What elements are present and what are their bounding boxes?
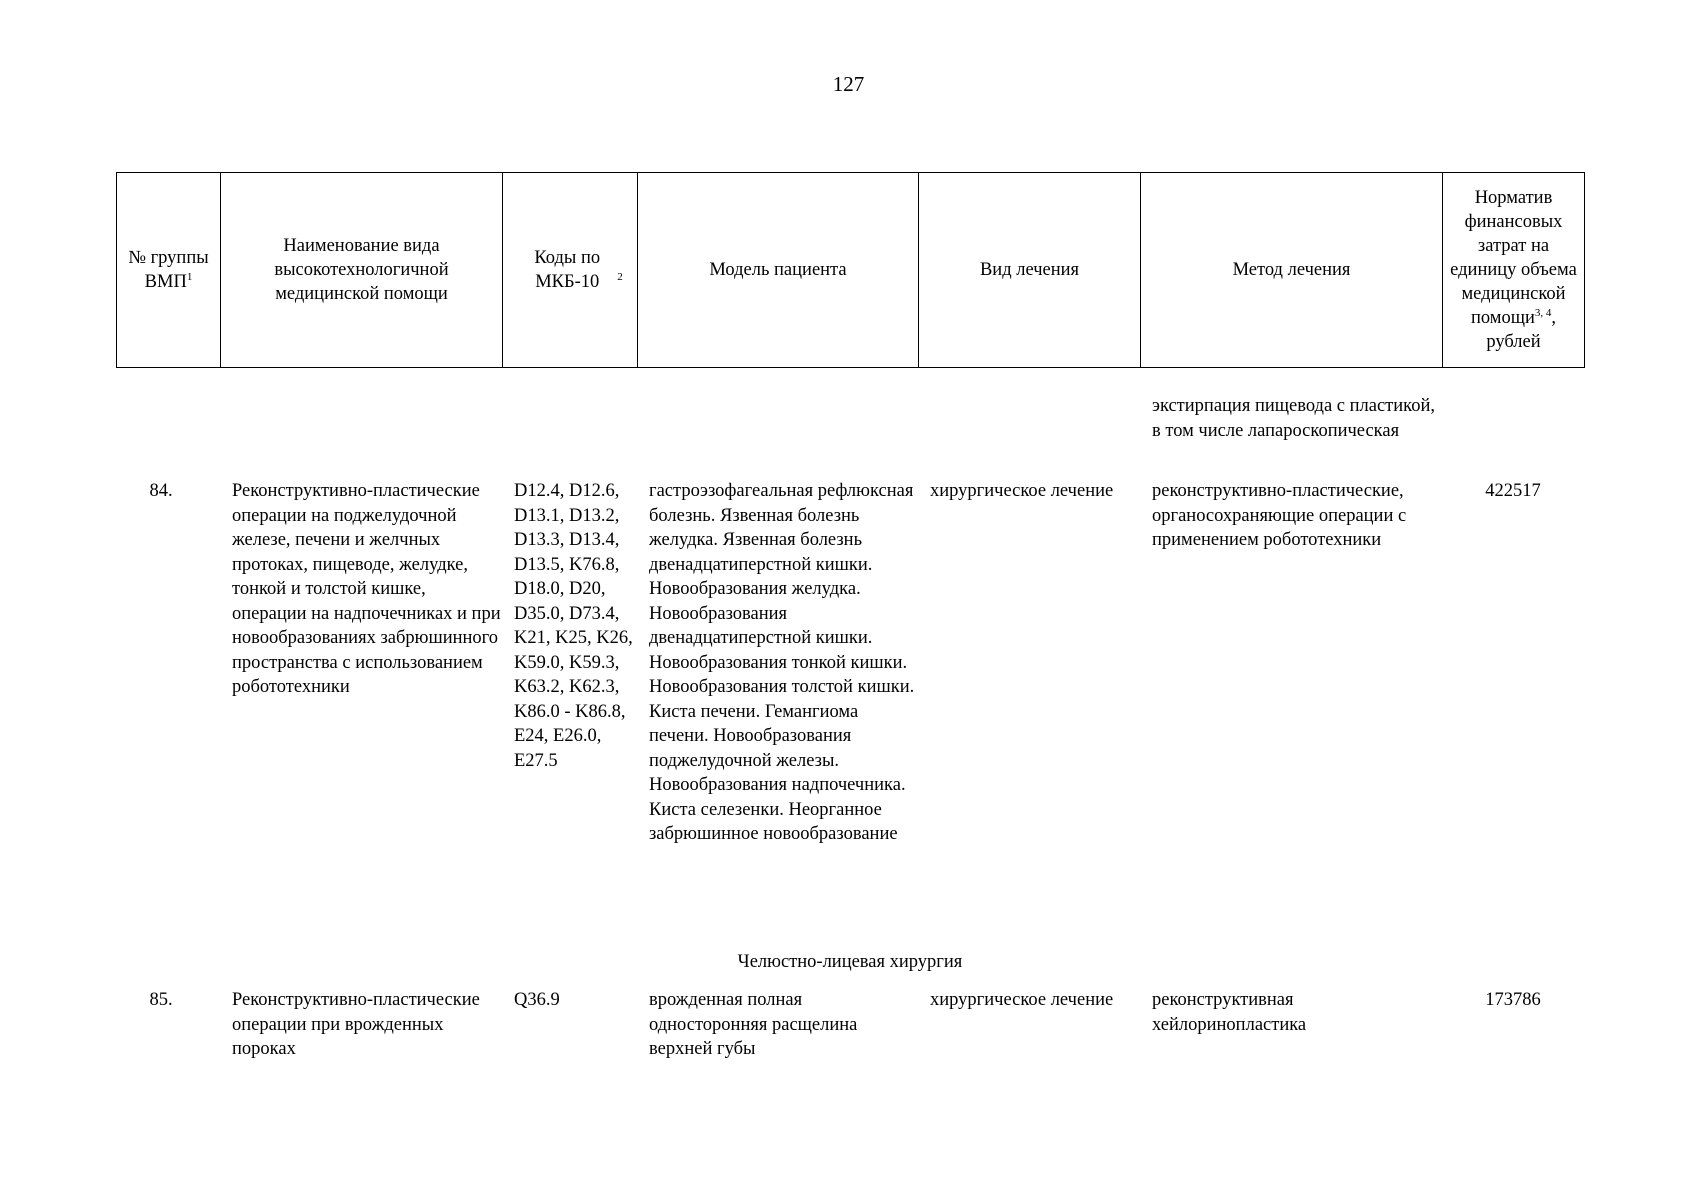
- care-type-name: Реконструктивно-пластические операции на поджелудочной железе, печени и желчных протоках, пищеводе, желудке, тонкой и толстой кишке, операции на надпочечниках и при новообразованиях забрюшинного пространства с использованием робототехники: [232, 481, 501, 697]
- cost-standard: 422517: [1485, 481, 1541, 501]
- header-group-number: № группы ВМП$^1$: [117, 173, 221, 368]
- treatment-method: реконструктивная хейлоринопластика: [1152, 990, 1307, 1035]
- continuation-row: [116, 394, 1584, 443]
- row-number: 85.: [149, 990, 173, 1010]
- table-header: [116, 172, 1585, 368]
- header-treatment-method: Метод лечения: [1141, 173, 1443, 368]
- header-icd-codes: Коды по МКБ-10 $^2$: [503, 173, 638, 368]
- patient-model: врожденная полная односторонняя расщелина верхней губы: [649, 990, 858, 1059]
- continuation-method: экстирпация пищевода с пластикой, в том числе лапароскопическая: [1152, 396, 1435, 441]
- icd-codes: Q36.9: [514, 990, 560, 1010]
- section-title: Челюстно-лицевая хирургия: [737, 952, 963, 972]
- treatment-type: хирургическое лечение: [930, 990, 1114, 1010]
- icd-codes: D12.4, D12.6, D13.1, D13.2, D13.3, D13.4, D13.5, K76.8, D18.0, D20, D35.0, D73.4, K21, K25, K26, K59.0, K59.3, K63.2, K62.3, K86.0 - K86.8, E24, E26.0, E27.5: [514, 481, 633, 771]
- header-care-type-name: Наименование вида высокотехнологичной медицинской помощи: [221, 173, 503, 368]
- care-type-name: Реконструктивно-пластические операции при врожденных пороках: [232, 990, 480, 1059]
- header-patient-model: Модель пациента: [638, 173, 919, 368]
- treatment-method: реконструктивно-пластические, органосохраняющие операции с применением робототехники: [1152, 481, 1407, 550]
- cost-standard: 173786: [1485, 990, 1541, 1010]
- table-row-85: [116, 988, 1584, 1062]
- patient-model: гастроэзофагеальная рефлюксная болезнь. Язвенная болезнь желудка. Язвенная болезнь двенадцатиперстной кишки. Новообразования желудка. Новообразования двенадцатиперстной кишки. Новообразования тонкой кишки. Новообразования толстой кишки. Киста печени. Гемангиома печени. Новообразования поджелудочной железы. Новообразования надпочечника. Киста селезенки. Неорганное забрюшинное новообразование: [649, 481, 915, 844]
- header-treatment-type: Вид лечения: [919, 173, 1141, 368]
- page-number: 127: [832, 72, 865, 96]
- row-number: 84.: [149, 481, 173, 501]
- table-row-84: [116, 479, 1584, 847]
- header-cost-standard: Норматив финансовых затрат на единицу объема медицинской помощи$^{3, 4}$, рублей: [1443, 173, 1585, 368]
- treatment-type: хирургическое лечение: [930, 481, 1114, 501]
